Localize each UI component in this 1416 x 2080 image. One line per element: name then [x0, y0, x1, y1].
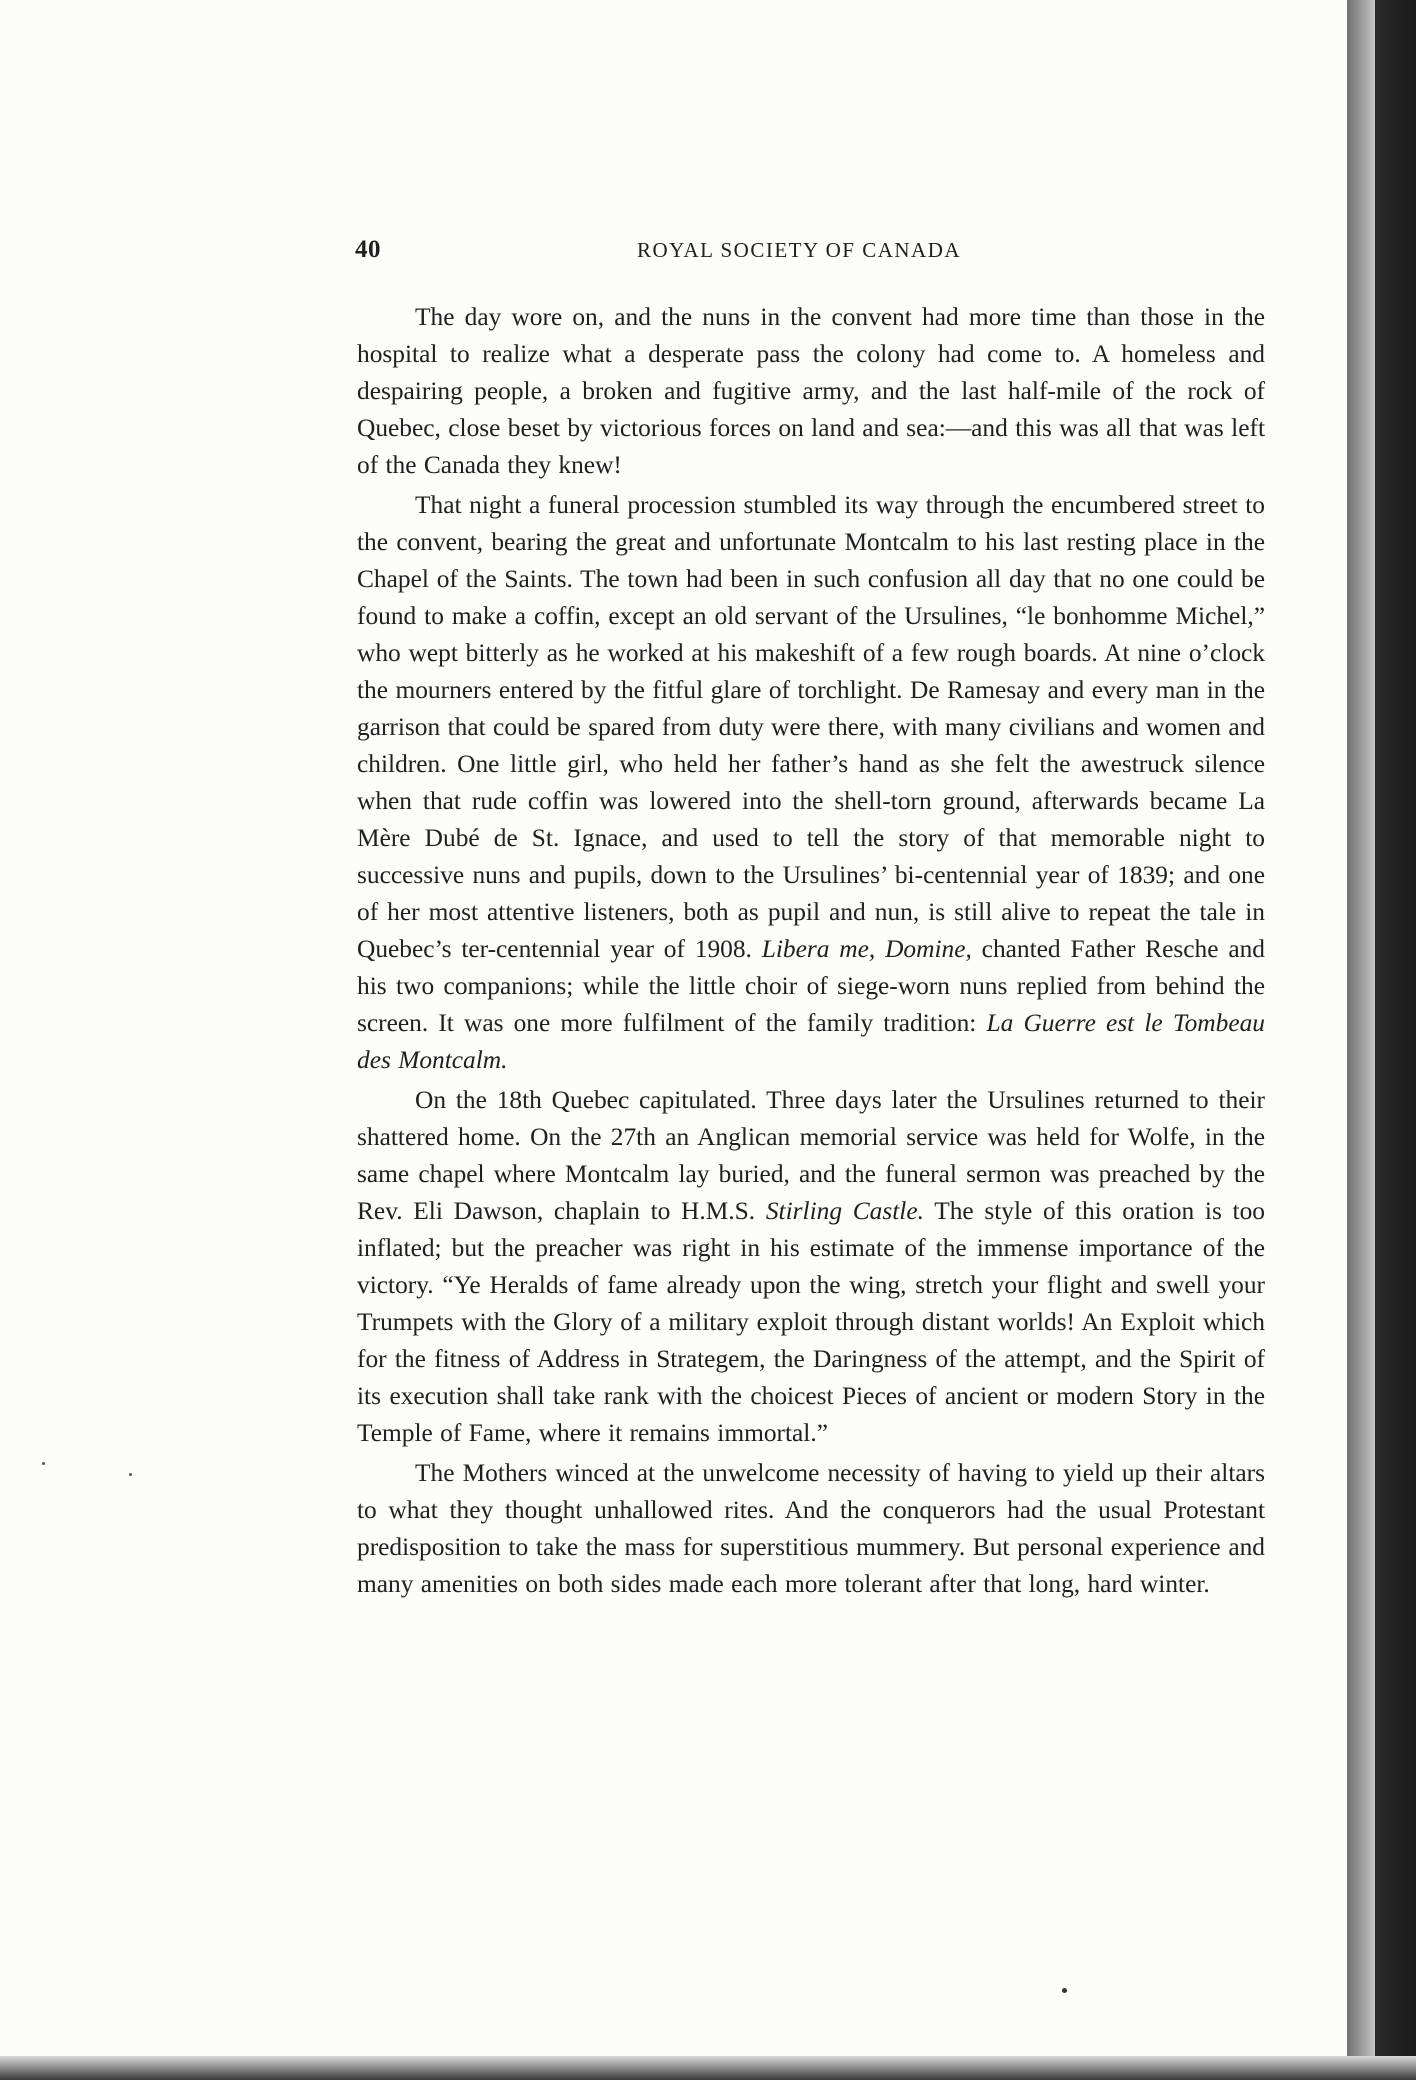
- paragraph: [357, 299, 1265, 484]
- page-speck: [1062, 1988, 1067, 1993]
- page-header: [355, 236, 1255, 270]
- margin-speck: [42, 1462, 45, 1465]
- paragraph-text: That night a funeral procession stumbled its way through the encumbered street to the convent, bearing the great and unfortunate Montcalm to his last resting place in the Chapel of the Saints. The town had been in such confusion all day that no one could be found to make a coffin, except an old servant of the Ursulines, “le bonhomme Michel,” who wept bitterly as he worked at his makeshift of a few rough boards. At nine o’clock the mourners entered by the fitful glare of torchlight. De Ramesay and every man in the garrison that could be spared from duty were there, with many civilians and women and children. One little girl, who held her father’s hand as she felt the awestruck silence when that rude coffin was lowered into the shell-torn ground, afterwards became La Mère Dubé de St. Ignace, and used to tell the story of that memorable night to successive nuns and pupils, down to the Ursulines’ bi-centennial year of 1839; and one of her most attentive listeners, both as pupil and nun, is still alive to repeat the tale in Quebec’s ter-centennial year of 1908.: [357, 491, 1265, 963]
- page-edge-shadow: [1347, 0, 1375, 2080]
- paragraph: [357, 487, 1265, 1079]
- paragraph-text: On the 18th Quebec capitulated. Three days later the Ursulines returned to their shattered home. On the 27th an Anglican memorial service was held for Wolfe, in the same chapel where Montcalm lay buried, and the funeral sermon was preached by the Rev. Eli Dawson, chaplain to H.M.S.: [357, 1086, 1265, 1225]
- paragraph-text: The Mothers winced at the unwelcome necessity of having to yield up their altars to what they thought unhallowed rites. And the conquerors had the usual Protestant predisposition to take the mass for superstitious mummery. But personal experience and many amenities on both sides made each more tolerant after that long, hard winter.: [357, 1459, 1265, 1598]
- margin-speck: [129, 1473, 132, 1476]
- running-head: ROYAL SOCIETY OF CANADA: [637, 238, 962, 262]
- paragraph: [357, 1082, 1265, 1452]
- paragraph-text: chanted Father Resche and his two companions; while the little choir of siege-worn nuns replied from behind the screen. It was one more fulfilment of the family tradition:: [357, 935, 1266, 1037]
- paragraph-text: The style of this oration is too inflated; but the preacher was right in his estimate of the immense importance of the victory. “Ye Heralds of fame already upon the wing, stretch your flight and swell your Trumpets with the Glory of a military exploit through distant worlds! An Exploit which for the fitness of Address in Strategem, the Daringness of the attempt, and the Spirit of its execution shall take rank with the choicest Pieces of ancient or modern Story in the Temple of Fame, where it remains immortal.”: [357, 1197, 1265, 1447]
- paragraph: [357, 1455, 1265, 1603]
- body-text: [357, 299, 1265, 1603]
- bottom-edge-shadow: [0, 2056, 1416, 2080]
- italic-text: Stirling Castle.: [765, 1197, 924, 1225]
- paragraph-text: The day wore on, and the nuns in the convent had more time than those in the hospital to realize what a desperate pass the colony had come to. A homeless and despairing people, a broken and fugitive army, and the last half-mile of the rock of Quebec, close beset by victorious forces on land and sea:—and this was all that was left of the Canada they knew!: [357, 303, 1265, 479]
- page-number: 40: [355, 236, 381, 263]
- page-edge-background: [1375, 0, 1416, 2080]
- italic-text: La Guerre est le Tombeau des Montcalm.: [357, 1009, 1265, 1074]
- italic-text: Libera me, Domine,: [761, 935, 972, 963]
